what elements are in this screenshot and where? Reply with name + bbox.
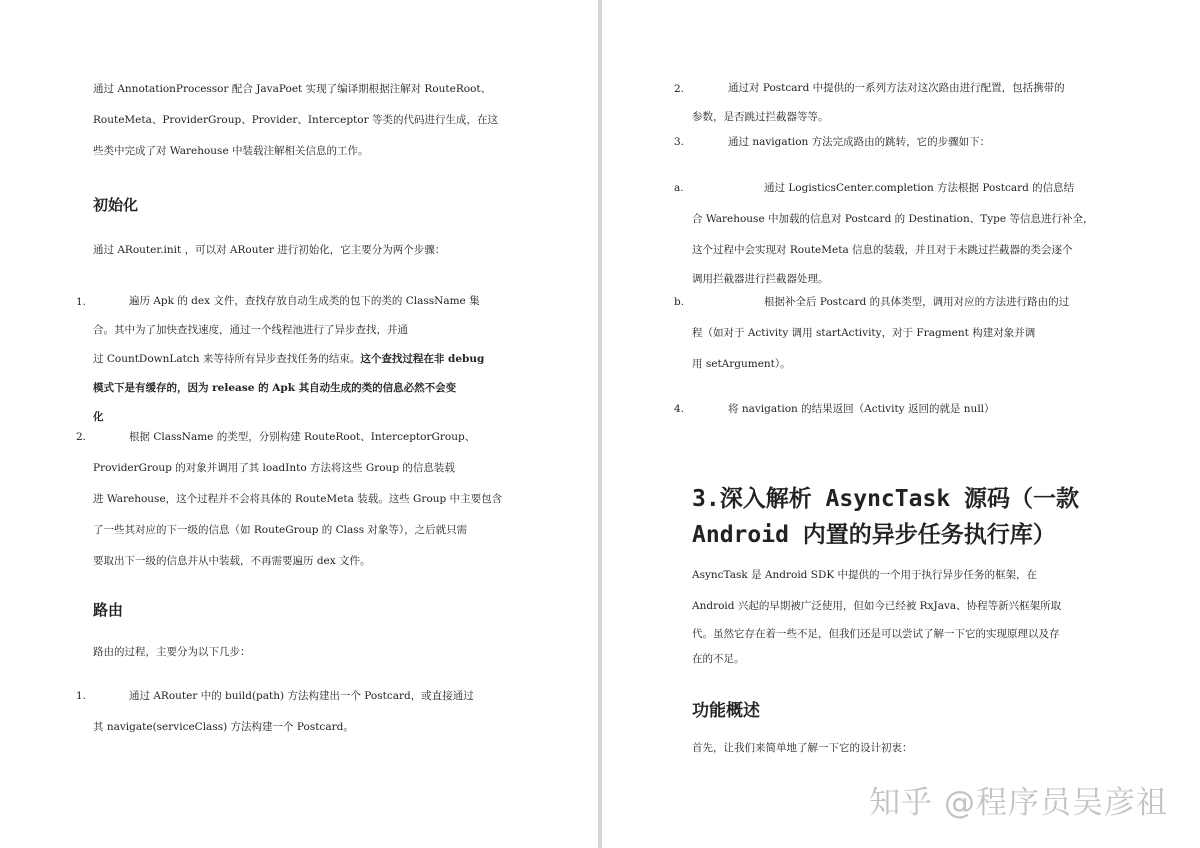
text-line: 合。其中为了加快查找速度，通过一个线程池进行了异步查找，并通	[93, 324, 408, 336]
text-line: 在的不足。	[692, 653, 745, 665]
text-line: 些类中完成了对 Warehouse 中装载注解相关信息的工作。	[93, 145, 369, 157]
text-line: AsyncTask 是 Android SDK 中提供的一个用于执行异步任务的框架，在	[692, 569, 1038, 581]
section-title	[692, 481, 1132, 553]
list-item-step2	[93, 422, 513, 577]
list-number: 3.	[674, 136, 685, 148]
text-line: 通过对 Postcard 中提供的一系列方法对这次路由进行配置，包括携带的	[728, 82, 1065, 94]
paragraph-intro	[93, 74, 513, 167]
text-line: 通过 ARouter 中的 build(path) 方法构建出一个 Postcard，或直接通过	[129, 690, 474, 702]
text-line: 了一些其对应的下一级的信息（如 RouteGroup 的 Class 对象等），之后就只需	[93, 524, 468, 536]
paragraph-init-intro: 通过 ARouter.init ，可以对 ARouter 进行初始化，它主要分为两个步骤：	[93, 244, 446, 256]
list-number: 2.	[76, 431, 87, 443]
text-line: 这个过程中会实现对 RouteMeta 信息的装载，并且对于未跳过拦截器的类会逐个	[692, 244, 1073, 256]
list-letter: a.	[674, 182, 684, 194]
text-bold: 这个查找过程在非 debug	[360, 353, 485, 365]
list-number: 1.	[76, 690, 87, 702]
text-line-bold: 化	[93, 411, 104, 423]
text-line: 合 Warehouse 中加载的信息对 Postcard 的 Destination、Type 等信息进行补全，	[692, 213, 1094, 225]
list-item-r2	[692, 74, 1112, 132]
text-line: 用 setArgument）。	[692, 358, 791, 370]
heading-overview: 功能概述	[692, 701, 760, 721]
list-item-step1	[93, 287, 513, 432]
list-item-b	[692, 287, 1112, 380]
text-line: 遍历 Apk 的 dex 文件，查找存放自动生成类的包下的类的 ClassName 集	[129, 295, 480, 307]
document-page-right	[602, 0, 1200, 848]
list-letter: b.	[674, 296, 685, 308]
heading-route: 路由	[93, 601, 124, 619]
text-line: 调用拦截器进行拦截器处理。	[692, 273, 829, 285]
heading-init: 初始化	[93, 196, 139, 214]
text-line: 进 Warehouse，这个过程并不会将具体的 RouteMeta 装载。这些 Group 中主要包含	[93, 493, 503, 505]
section-title-line: 3.深入解析 AsyncTask 源码（一款	[692, 486, 1080, 512]
section-title-line: Android 内置的异步任务执行库）	[692, 522, 1056, 548]
text-line: 参数，是否跳过拦截器等等。	[692, 111, 829, 123]
text-line: RouteMeta、ProviderGroup、Provider、Interceptor 等类的代码进行生成，在这	[93, 114, 498, 126]
text-line-bold: 模式下是有缓存的，因为 release 的 Apk 其自动生成的类的信息必然不会变	[93, 382, 457, 394]
text-line: 根据补全后 Postcard 的具体类型，调用对应的方法进行路由的过	[764, 296, 1070, 308]
list-item-r4: 将 navigation 的结果返回（Activity 返回的就是 null）	[728, 403, 995, 415]
text-line: ProviderGroup 的对象并调用了其 loadInto 方法将这些 Group 的信息装载	[93, 462, 455, 474]
list-number: 4.	[674, 403, 685, 415]
watermark-text: 知乎 @程序员吴彦祖	[869, 785, 1168, 821]
paragraph-route-intro: 路由的过程，主要分为以下几步：	[93, 646, 251, 658]
list-item-a	[692, 173, 1112, 292]
paragraph-overview-intro: 首先，让我们来简单地了解一下它的设计初衷：	[692, 742, 913, 754]
text-line: 根据 ClassName 的类型，分别构建 RouteRoot、InterceptorGroup、	[129, 431, 476, 443]
text-line: 通过 LogisticsCenter.completion 方法根据 Postcard 的信息结	[764, 182, 1075, 194]
list-item-r3: 通过 navigation 方法完成路由的跳转，它的步骤如下：	[728, 136, 991, 148]
text-line: 代。虽然它存在着一些不足，但我们还是可以尝试了解一下它的实现原理以及存	[692, 628, 1060, 640]
paragraph-asynctask	[692, 560, 1112, 672]
text-line: 要取出下一级的信息并从中装载，不再需要遍历 dex 文件。	[93, 555, 371, 567]
list-item-route1	[93, 681, 513, 743]
text-normal: 过 CountDownLatch 来等待所有异步查找任务的结束。	[93, 353, 361, 365]
list-number: 2.	[674, 83, 685, 95]
text-line: 其 navigate(serviceClass) 方法构建一个 Postcard。	[93, 721, 354, 733]
text-line	[93, 345, 513, 374]
list-number: 1.	[76, 296, 87, 308]
document-page-left	[0, 0, 598, 848]
text-line: Android 兴起的早期被广泛使用，但如今已经被 RxJava、协程等新兴框架所取	[692, 600, 1062, 612]
text-line: 程（如对于 Activity 调用 startActivity，对于 Fragment 构建对象并调	[692, 327, 1036, 339]
text-line: 通过 AnnotationProcessor 配合 JavaPoet 实现了编译期根据注解对 RouteRoot、	[93, 83, 492, 95]
